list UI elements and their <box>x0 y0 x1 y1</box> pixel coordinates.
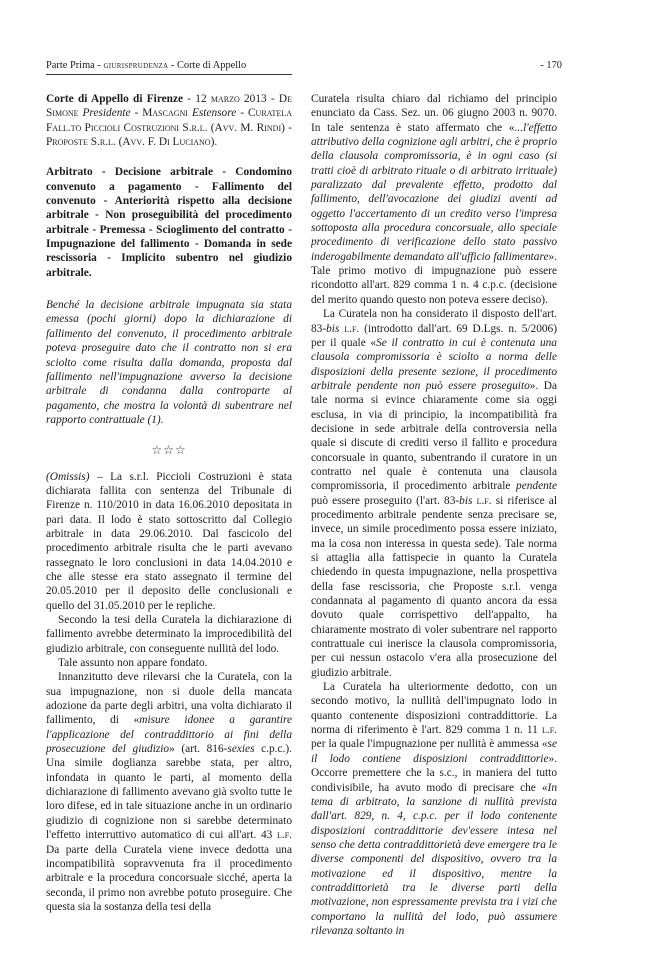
court-title: Corte di Appello di Firenze <box>46 93 184 105</box>
paragraph-text: » (art. 816- <box>169 743 228 756</box>
date-parties: - 12 marzo 2013 - De Simone <box>46 93 293 120</box>
lf-abbrev: l.f. <box>541 724 557 737</box>
lf-abbrev: l.f. <box>276 829 292 842</box>
paragraph-text: Curatela risulta chiaro dal richiamo del principio enunciato da Cass. Sez. un. 06 giugno 2003 n. 9070. In tale sentenza è stato affermato che « <box>311 93 557 134</box>
parties-text: - Curatela Fall.to Piccioli Costruzioni S.r.l. (Avv. M. Rindi) - Proposte S.r.l. (Avv. F. Di Luciano). <box>46 107 292 149</box>
paragraph-text: c.p.c.). Una simile doglianza sarebbe stata, per altro, infondata in quanto le parti, al momento della dichiarazione di fallimento avevano già svolto tutte le loro difese, ed in tale situazione anche in un ordinario giudizio di cognizione non si sarebbe determinato l'effetto interruttivo automatico di cui all'art. 43 <box>46 743 292 842</box>
page-number: - 170 <box>540 60 562 71</box>
body-paragraph <box>311 680 557 938</box>
paragraph-text: – La s.r.l. Piccioli Costruzioni è stata dichiarata fallita con sentenza del Tribunale di Firenze n. 110/2010 in data 16.06.2010 depositata in pari data. Il lodo è stato sottoscritto dal Collegio arbitrale in data 29.06.2010. Dal fascicolo del procedimento arbitrale risulta che le parti avevano rassegnato le loro conclusioni in data 14.04.2010 e che alle stesse era stato assegnato il termine del 20.05.2010 per il deposito delle conclusionali e quello del 31.05.2010 per le repliche. <box>46 470 292 612</box>
separator: - <box>94 60 104 71</box>
italic-term: bis <box>326 322 340 335</box>
lf-abbrev: l.f. <box>472 494 492 507</box>
running-head <box>46 60 292 75</box>
quoted-text: misure idonee a garantire l'applicazione del contraddittorio ai fini della prosecuzione del giudizio <box>46 714 292 756</box>
section-label: Parte Prima <box>46 60 95 71</box>
section-divider-stars: ☆☆☆ <box>151 443 187 458</box>
judge-name: - Mascagni <box>130 107 192 120</box>
paragraph-text: Da parte della Curatela viene invece dedotta una incompatibilità sopravvenuta fra il procedimento arbitrale e la procedura concorsuale sicché, aperta la seconda, il primo non avrebbe potuto proseguire. Che questa sia la sostanza della tesi della <box>46 843 292 913</box>
body-paragraph <box>46 670 292 914</box>
left-column <box>46 92 292 914</box>
paragraph-text: si riferisce al procedimento arbitrale pendente senza precisare se, invece, un simile procedimento possa essere iniziato, ma la cosa non interessa in questa sede). Tale norma si attaglia alla fattispecie in quanto la Curatela chiedendo in questa impugnazione, nella prospettiva della fase rescissoria, che Proposte s.r.l. venga condannata al pagamento di quanto ancora da essa dovuto quale corrispettivo dell'appalto, ha chiaramente mostrato di voler subentrare nel rapporto contrattuale cui inerisce la clausola compromissoria, per cui nessun ostacolo v'era alla prosecuzione del giudizio arbitrale. <box>311 494 557 679</box>
lf-abbrev: l.f. <box>339 322 360 335</box>
paragraph-text: ». Occorre premettere che la s.c., in maniera del tutto condivisibile, ha avuto modo di precisare che « <box>311 752 557 794</box>
paragraph-text: La Curatela ha ulteriormente dedotto, con un secondo motivo, la nullità dell'impugnato lodo in quanto contenente disposizioni contraddittorie. La norma di riferimento è l'art. 829 comma 1 n. 11 <box>311 681 557 737</box>
italic-term: bis <box>459 494 473 507</box>
president-label: Presidente <box>82 107 131 120</box>
paragraph-text: Innanzitutto deve rilevarsi che la Curatela, con la sua impugnazione, non si duole della mancata adozione da parte degli arbitri, una volta dichiarato il fallimento, di « <box>46 671 292 727</box>
body-paragraph <box>46 470 292 613</box>
case-headnote <box>46 92 292 149</box>
quoted-text: Se il contratto in cui è contenuta una clausola compromissoria è sciolto a norma delle disposizioni della presente sezione, il procedimento arbitrale pendente non può essere proseguito <box>311 336 557 392</box>
italic-term: sexies <box>227 743 255 756</box>
paragraph-text: ». Da tale norma si evince chiaramente come sia oggi esclusa, in via di principio, la incompatibilità fra decisione in sede arbitrale della controversia nella quale si discute di crediti verso il fallito e procedura concorsuale in quanto, subentrando il curatore in un contratto nel quale è contenuta una clausola compromissoria, il procedimento arbitrale <box>311 379 557 493</box>
omissis-label: (Omissis) <box>46 470 90 483</box>
paragraph-text: per la quale l'impugnazione per nullità è ammessa « <box>311 738 548 751</box>
body-paragraph: Secondo la tesi della Curatela la dichiarazione di fallimento avrebbe determinato la improcedibilità del giudizio arbitrale, con conseguente nullità del lodo. <box>46 614 292 655</box>
quoted-text: se il lodo contiene disposizioni contraddittorie <box>311 738 557 765</box>
italic-term: pendente <box>516 480 557 493</box>
paragraph-text: può essere proseguito (l'art. 83- <box>311 494 460 507</box>
right-column <box>311 92 557 938</box>
maxim-summary: Benché la decisione arbitrale impugnata sia stata emessa (pochi giorni) dopo la dichiarazione di fallimento del convenuto, il procedimento arbitrale poteva proseguire dato che il contratto non si era sciolto come risulta dalla domanda, proposta dal fallimento nell'impugnazione avverso la decisione arbitrale di condanna dalla controparte al pagamento, che mostra la volontà di subentrare nel rapporto contrattuale (1). <box>46 299 292 426</box>
paragraph-text: ». Tale primo motivo di impugnazione può essere ricondotto all'art. 829 comma 1 n. 4 c.p.c. (decisione del merito quando questo non poteva essere deciso). <box>311 250 557 306</box>
keywords-block: Arbitrato - Decisione arbitrale - Condomino convenuto a pagamento - Fallimento del convenuto - Anteriorità rispetto alla decisione arbitrale - Non proseguibilità del procedimento arbitrale - Premessa - Scioglimento del contratto - Impugnazione del fallimento - Domanda in sede rescissoria - Implicito subentro nel giudizio arbitrale. <box>46 166 292 279</box>
quoted-text: ...l'effetto attributivo della cognizione agli arbitri, che è proprio della clausola compromissoria, è in ogni caso (si tratti cioè di arbitrato rituale o di arbitrato irrituale) paralizzato dal prevalente effetto, prodotto dal fallimento, dell'avocazione dei giudizi aventi ad oggetto l'accertamento di un credito verso l'impresa sottoposta alla procedura concorsuale, allo speciale procedimento di verificazione dello stato passivo inderogabilmente demandato all'ufficio fallimentare <box>311 121 557 263</box>
quoted-text: In tema di arbitrato, la sanzione di nullità prevista dall'art. 829, n. 4, c.p.c. per il lodo contenente disposizioni contraddittorie dev'essere intesa nel senso che detta contraddittorietà deve emergere tra le diverse componenti del dispositivo, ovvero tra la motivazione ed il dispositivo, mentre la contraddittorietà tra le diverse parti della motivazione, non espressamente prevista tra i vizi che comportano la nullità del lodo, può assumere rilevanza soltanto in <box>311 781 557 937</box>
estensore-label: Estensore <box>191 107 237 120</box>
body-paragraph <box>311 307 557 680</box>
body-paragraph <box>311 92 557 307</box>
separator: - <box>168 60 177 71</box>
paragraph-text: (introdotto dall'art. 69 D.Lgs. n. 5/2006) per il quale « <box>311 322 557 349</box>
paragraph-text: La Curatela non ha considerato il disposto dell'art. 83- <box>311 308 557 335</box>
court-label: Corte di Appello <box>176 60 247 71</box>
subsection-label: giurisprudenza <box>103 60 169 71</box>
body-paragraph: Tale assunto non appare fondato. <box>58 657 208 670</box>
